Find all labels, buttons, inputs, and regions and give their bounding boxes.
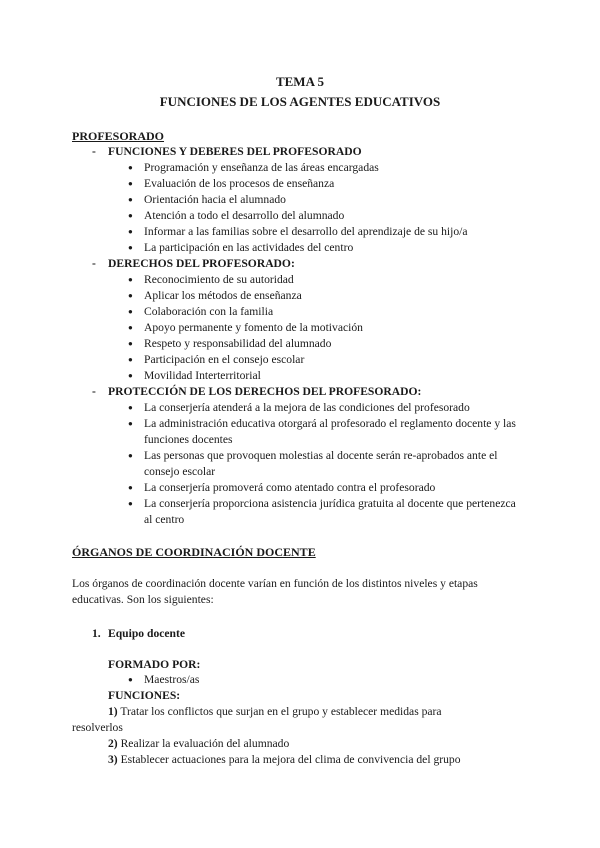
funcion-number: 2) (108, 737, 118, 750)
list-item: ● Las personas que provoquen molestias al docente serán re-aprobados ante el consejo escolar (128, 448, 520, 480)
list-item: ● Participación en el consejo escolar (128, 352, 528, 368)
funcion-text: Realizar la evaluación del alumnado (117, 737, 290, 750)
subsection-funciones (92, 144, 362, 160)
list-item: ● Reconocimiento de su autoridad (128, 272, 528, 288)
intro-paragraph: Los órganos de coordinación docente varían en función de los distintos niveles y etapas educativas. Son los siguientes: (72, 577, 478, 606)
subsection-derechos (92, 256, 295, 272)
subsection-title: FUNCIONES Y DEBERES DEL PROFESORADO (108, 145, 362, 158)
funciones-list (128, 160, 528, 256)
funcion-item-3 (108, 752, 461, 768)
list-item: ● Colaboración con la familia (128, 304, 528, 320)
funcion-text: Establecer actuaciones para la mejora del clima de convivencia del grupo (117, 753, 461, 766)
list-item: ● Movilidad Interterritorial (128, 368, 528, 384)
dash-marker: - (92, 257, 96, 270)
funcion-number: 1) (108, 705, 118, 718)
list-item: ● La conserjería proporciona asistencia jurídica gratuita al docente que pertenezca al centro (128, 496, 520, 528)
funcion-item-2 (108, 736, 289, 752)
dash-marker: - (92, 145, 96, 158)
funciones-label: FUNCIONES: (108, 689, 181, 702)
list-item: ● Evaluación de los procesos de enseñanza (128, 176, 528, 192)
subsection-title: PROTECCIÓN DE LOS DERECHOS DEL PROFESORADO: (108, 385, 422, 398)
subsection-title: DERECHOS DEL PROFESORADO: (108, 257, 295, 270)
list-item: ● Aplicar los métodos de enseñanza (128, 288, 528, 304)
list-item: ● Maestros/as (128, 672, 528, 688)
item-title: Equipo docente (108, 627, 185, 640)
list-item: ● La participación en las actividades del centro (128, 240, 528, 256)
funcion-text: Tratar los conflictos que surjan en el grupo y establecer medidas para (117, 705, 442, 718)
formado-list (128, 672, 528, 688)
list-item: ● La administración educativa otorgará al profesorado el reglamento docente y las funciones docentes (128, 416, 520, 448)
document-title: TEMA 5 (275, 74, 325, 89)
proteccion-list (128, 400, 520, 528)
dash-marker: - (92, 385, 96, 398)
subsection-proteccion (92, 384, 421, 400)
funcion-item-1-continuation: resolverlos (72, 721, 123, 734)
document-subtitle: FUNCIONES DE LOS AGENTES EDUCATIVOS (159, 94, 441, 109)
section-heading-profesorado: PROFESORADO (72, 129, 165, 143)
funcion-item-1 (108, 704, 442, 720)
derechos-list (128, 272, 528, 384)
list-item: ● Programación y enseñanza de las áreas encargadas (128, 160, 528, 176)
list-item: ● Apoyo permanente y fomento de la motivación (128, 320, 528, 336)
list-item: ● La conserjería promoverá como atentado contra el profesorado (128, 480, 520, 496)
funcion-number: 3) (108, 753, 118, 766)
formado-label: FORMADO POR: (108, 658, 201, 671)
list-item: ● Orientación hacia el alumnado (128, 192, 528, 208)
list-item: ● Respeto y responsabilidad del alumnado (128, 336, 528, 352)
list-item: ● Informar a las familias sobre el desarrollo del aprendizaje de su hijo/a (128, 224, 528, 240)
item-number: 1. (92, 627, 101, 640)
section-heading-organos: ÓRGANOS DE COORDINACIÓN DOCENTE (72, 545, 316, 559)
list-item: ● Atención a todo el desarrollo del alumnado (128, 208, 528, 224)
numbered-item-equipo-docente (92, 626, 185, 642)
list-item: ● La conserjería atenderá a la mejora de las condiciones del profesorado (128, 400, 520, 416)
